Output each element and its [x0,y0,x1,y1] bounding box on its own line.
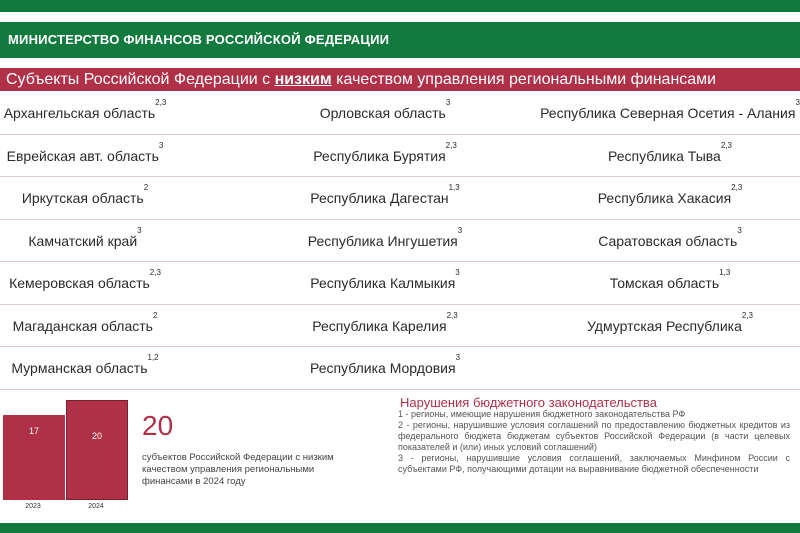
violation-item: 1 - регионы, имеющие нарушения бюджетного законодательства РФ [398,409,686,419]
title-suffix: качеством управления региональными финансами [331,71,717,88]
bar-chart [0,395,140,515]
region-cell [300,347,470,389]
region-note: 3 [445,98,451,107]
x-tick-label: 2024 [88,503,104,510]
table-row [0,92,800,135]
table-row [0,305,800,348]
page-title [0,68,800,91]
region-cell [540,135,800,177]
region-note: 2,3 [445,140,457,150]
region-name: Архангельская область [3,105,156,121]
region-note: 2 [152,310,158,320]
bar-2024 [66,400,128,500]
region-name: Республика Северная Осетия - Алания [540,105,796,121]
region-cell [540,92,800,134]
region-name: Республика Мордовия [309,360,456,376]
region-cell [300,262,470,304]
region-cell [300,220,470,262]
region-cell [0,177,170,219]
bottom-stripe [0,523,800,533]
region-note: 2,3 [731,183,743,192]
region-name: Камчатский край [28,232,138,249]
region-name: Саратовская область [598,232,738,249]
region-name: Орловская область [319,105,446,121]
region-note: 3 [795,98,800,107]
table-row [0,135,800,178]
summary-caption: субъектов Российской Федерации с низким качеством управления региональными финансами в 2024 году [142,452,334,487]
region-note: 2 [143,183,149,192]
table-row [0,220,800,263]
region-name: Республика Дагестан [310,190,449,206]
region-note: 2,3 [446,310,458,320]
region-note: 2,3 [149,268,161,277]
table-row [0,347,800,390]
region-cell [300,177,470,219]
regions-table [0,92,800,390]
summary-number: 20 [142,410,174,441]
region-note: 1,3 [719,268,731,277]
region-name: Томская область [609,275,720,291]
region-cell [0,347,170,389]
region-cell [540,305,800,347]
table-row [0,262,800,305]
region-cell [540,220,800,262]
top-stripe [0,0,800,12]
region-note: 3 [137,225,142,235]
region-note: 2,3 [720,140,732,150]
region-note: 3 [457,225,463,235]
region-note: 3 [158,140,164,150]
region-name: Кемеровская область [9,275,150,291]
region-name: Республика Карелия [312,317,447,334]
region-name: Удмуртская Республика [587,317,742,334]
bar-value-label: 17 [28,426,39,436]
bar-value-label: 20 [91,431,102,441]
violations-title: Нарушения бюджетного законодательства [400,395,657,410]
title-emphasis: низким [274,71,332,88]
region-name: Мурманская область [11,360,148,376]
region-name: Республика Хакасия [597,190,732,206]
region-cell [0,135,170,177]
region-cell [300,305,470,347]
region-name: Республика Ингушетия [307,232,458,249]
region-note: 1,2 [147,353,159,362]
region-cell [540,177,800,219]
violation-item: 2 - регионы, нарушившие условия соглашений по предоставлению бюджетных кредитов из федерального бюджета бюджетам субъектов Российской Федерации (в части целевых показателей и (или) иных условий соглашений) [398,420,790,452]
region-note: 1,3 [448,183,460,192]
table-row [0,177,800,220]
region-cell [0,305,170,347]
region-name: Республика Тыва [608,147,721,164]
ministry-header: МИНИСТЕРСТВО ФИНАНСОВ РОССИЙСКОЙ ФЕДЕРАЦИИ [0,22,800,58]
region-name: Иркутская область [21,190,144,206]
region-cell [300,135,470,177]
region-name: Еврейская авт. область [6,147,159,164]
region-cell [0,92,170,134]
region-note: 3 [737,225,742,235]
region-note: 3 [455,268,460,277]
region-note: 2,3 [155,98,167,107]
region-name: Республика Калмыкия [310,275,456,291]
x-tick-label: 2023 [25,503,41,510]
title-prefix: Субъекты Российской Федерации с [6,71,275,88]
violation-item: 3 - регионы, нарушившие условия соглашений, заключаемых Минфином России с субъектами РФ, получающими дотации на выравнивание бюджетной обеспеченности [398,453,790,474]
region-note: 2,3 [741,310,753,320]
region-cell [0,220,170,262]
violations-list [398,409,790,475]
bar-2023 [3,415,65,500]
region-cell [300,92,470,134]
region-note: 3 [455,353,461,362]
region-cell [540,262,800,304]
region-name: Магаданская область [12,317,153,334]
region-name: Республика Бурятия [313,147,446,164]
region-cell [0,262,170,304]
